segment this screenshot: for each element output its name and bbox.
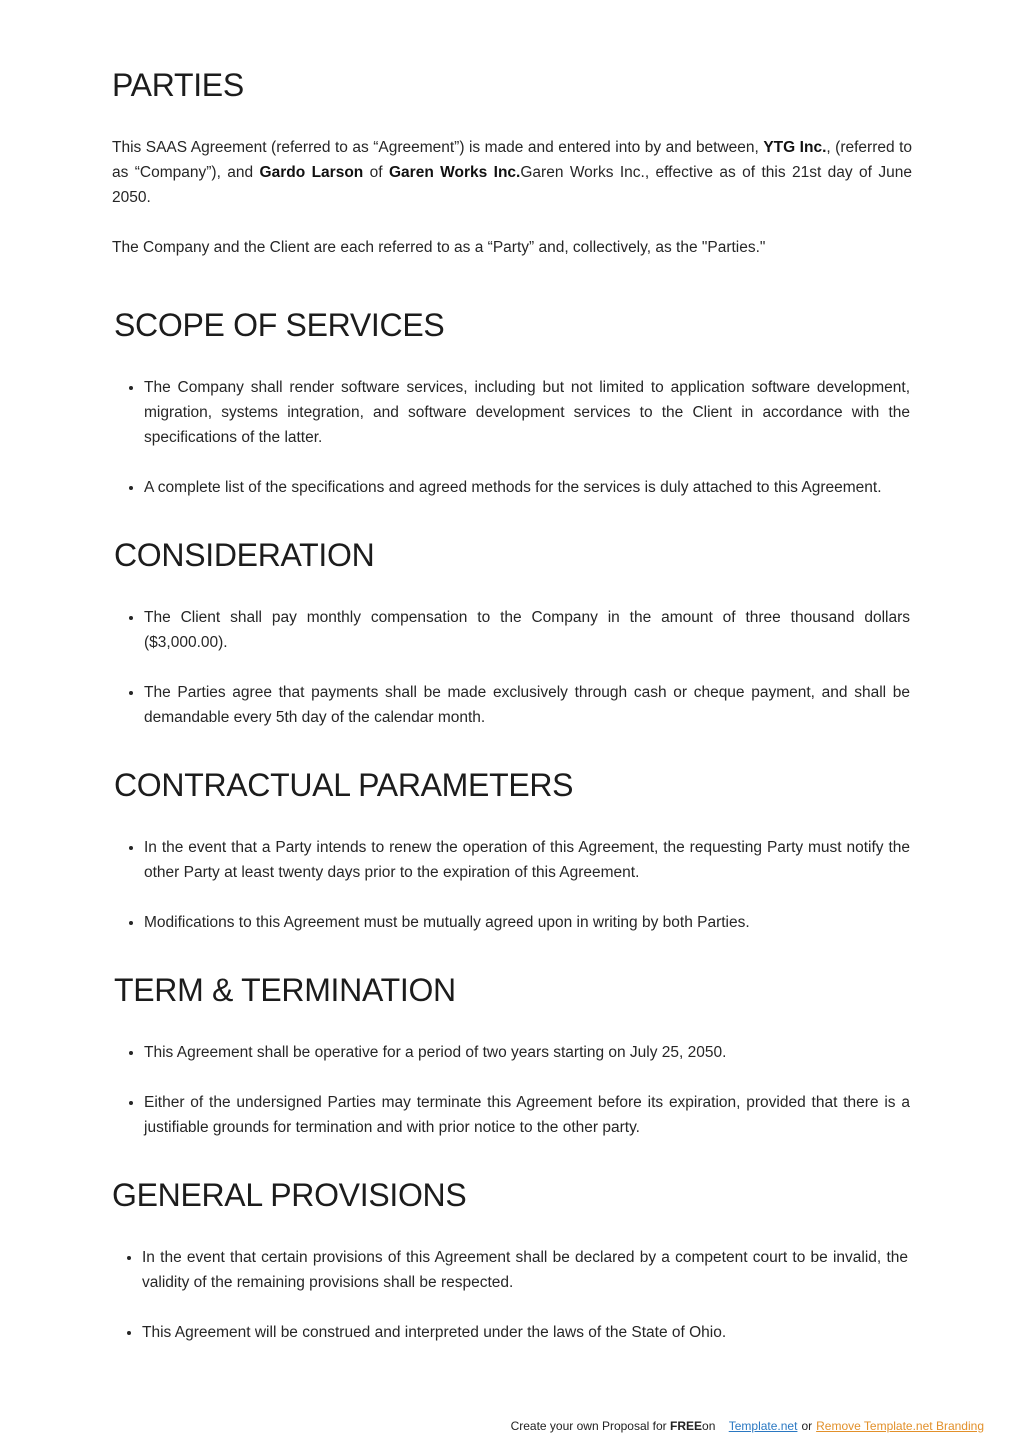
client-name: Gardo Larson	[259, 164, 364, 181]
term-list	[112, 1040, 910, 1140]
list-item: • The Company shall render software services, including but not limited to application software development, migration, systems integration, and software development services to the Client in accordance with the specifications of the latter.	[144, 375, 910, 450]
section-heading-contractual: CONTRACTUAL PARAMETERS	[114, 767, 574, 803]
section-heading-term: TERM & TERMINATION	[114, 972, 456, 1008]
general-list	[112, 1245, 908, 1345]
consideration-list	[112, 605, 910, 730]
parties-intro-paragraph	[112, 135, 912, 210]
list-item: • In the event that certain provisions of this Agreement shall be declared by a competent court to be invalid, the validity of the remaining provisions shall be respected.	[142, 1245, 908, 1295]
list-item: • This Agreement will be construed and interpreted under the laws of the State of Ohio.	[142, 1320, 908, 1345]
list-item: • This Agreement shall be operative for a period of two years starting on July 25, 2050.	[144, 1040, 910, 1065]
client-company: Garen Works Inc.	[388, 164, 521, 181]
list-item: • The Client shall pay monthly compensation to the Company in the amount of three thousand dollars ($3,000.00).	[144, 605, 910, 655]
section-heading-parties: PARTIES	[112, 67, 244, 103]
intro-text-1: This SAAS Agreement (referred to as “Agreement”) is made and entered into by and between,	[112, 139, 764, 156]
footer-prefix: Create your own Proposal for	[510, 1419, 670, 1433]
company-name: YTG Inc.	[763, 139, 827, 156]
footer-branding	[511, 1419, 984, 1433]
parties-collective-paragraph: The Company and the Client are each referred to as a “Party” and, collectively, as the "Parties."	[112, 239, 766, 256]
footer-on: on	[702, 1419, 716, 1433]
footer-free: FREE	[670, 1419, 703, 1433]
section-heading-consideration: CONSIDERATION	[114, 537, 375, 573]
list-item: • The Parties agree that payments shall be made exclusively through cash or cheque payment, and shall be demandable every 5th day of the calendar month.	[144, 680, 910, 730]
intro-text-4: Garen Works Inc., effective as of this 21st day of June 2050.	[112, 164, 912, 206]
intro-text-2: , (referred to as “Company”), and	[112, 139, 912, 181]
scope-list	[112, 375, 910, 500]
list-item: • In the event that a Party intends to renew the operation of this Agreement, the requesting Party must notify the other Party at least twenty days prior to the expiration of this Agreement.	[144, 835, 910, 885]
section-heading-scope: SCOPE OF SERVICES	[114, 307, 445, 343]
template-link[interactable]: Template.net	[728, 1419, 798, 1433]
remove-branding-link[interactable]: Remove Template.net Branding	[816, 1419, 984, 1433]
footer-or: or	[801, 1419, 813, 1433]
section-heading-general: GENERAL PROVISIONS	[112, 1177, 467, 1213]
list-item: • Modifications to this Agreement must be mutually agreed upon in writing by both Parties.	[144, 910, 910, 935]
list-item: • Either of the undersigned Parties may terminate this Agreement before its expiration, provided that there is a justifiable grounds for termination and with prior notice to the other party.	[144, 1090, 910, 1140]
list-item: • A complete list of the specifications and agreed methods for the services is duly attached to this Agreement.	[144, 475, 910, 500]
contractual-list	[112, 835, 910, 935]
intro-text-3: of	[363, 164, 389, 181]
